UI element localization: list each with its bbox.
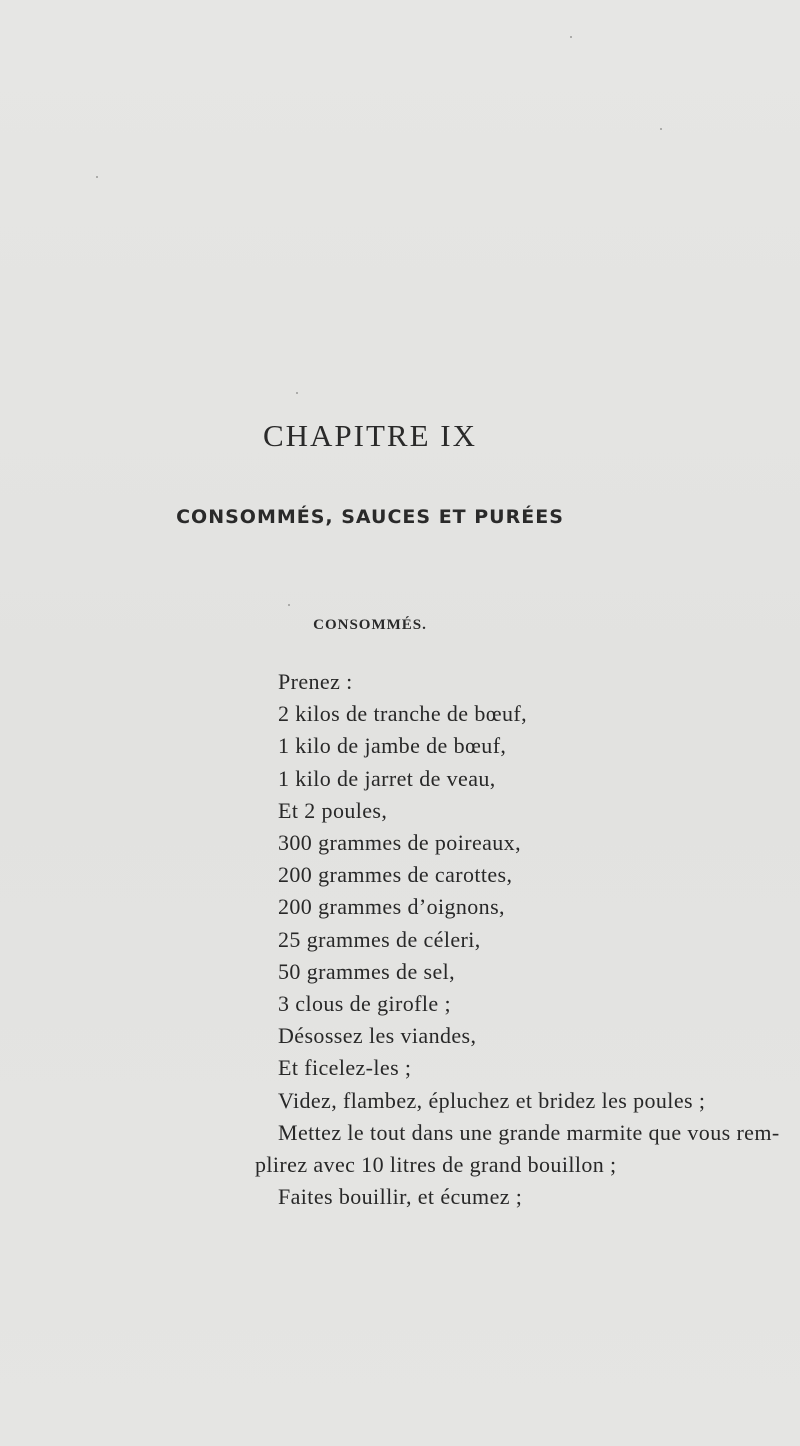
text-line: 25 grammes de céleri, <box>278 926 481 952</box>
text-line: Désossez les viandes, <box>278 1023 477 1049</box>
text-line: Et 2 poules, <box>278 797 388 823</box>
text-line: Mettez le tout dans une grande marmite que vous rem- <box>278 1119 780 1145</box>
paper-speck <box>570 36 572 38</box>
text-line: Videz, flambez, épluchez et bridez les poules ; <box>278 1087 706 1113</box>
text-line: Faites bouillir, et écumez ; <box>278 1184 523 1210</box>
chapter-title: CHAPITRE IX <box>262 418 478 453</box>
text-line: 200 grammes d’oignons, <box>278 894 505 920</box>
paper-speck <box>296 392 298 394</box>
text-line: 3 clous de girofle ; <box>278 991 451 1017</box>
paper-speck <box>660 128 662 130</box>
text-line: 2 kilos de tranche de bœuf, <box>278 701 528 727</box>
paper-speck <box>96 176 98 178</box>
text-line: Et ficelez-les ; <box>278 1055 412 1081</box>
text-line: 300 grammes de poireaux, <box>278 830 521 856</box>
text-line: plirez avec 10 litres de grand bouillon ; <box>255 1152 617 1178</box>
text-line: 200 grammes de carottes, <box>278 862 513 888</box>
text-line: 50 grammes de sel, <box>278 958 456 984</box>
section-title: CONSOMMÉS. <box>313 617 427 633</box>
text-line: Prenez : <box>278 669 353 694</box>
recipe-text <box>0 666 800 1213</box>
text-line: 1 kilo de jarret de veau, <box>278 765 496 791</box>
paper-speck <box>288 604 290 606</box>
chapter-subtitle: CONSOMMÉS, SAUCES ET PURÉES <box>176 506 564 528</box>
text-line: 1 kilo de jambe de bœuf, <box>278 733 507 759</box>
